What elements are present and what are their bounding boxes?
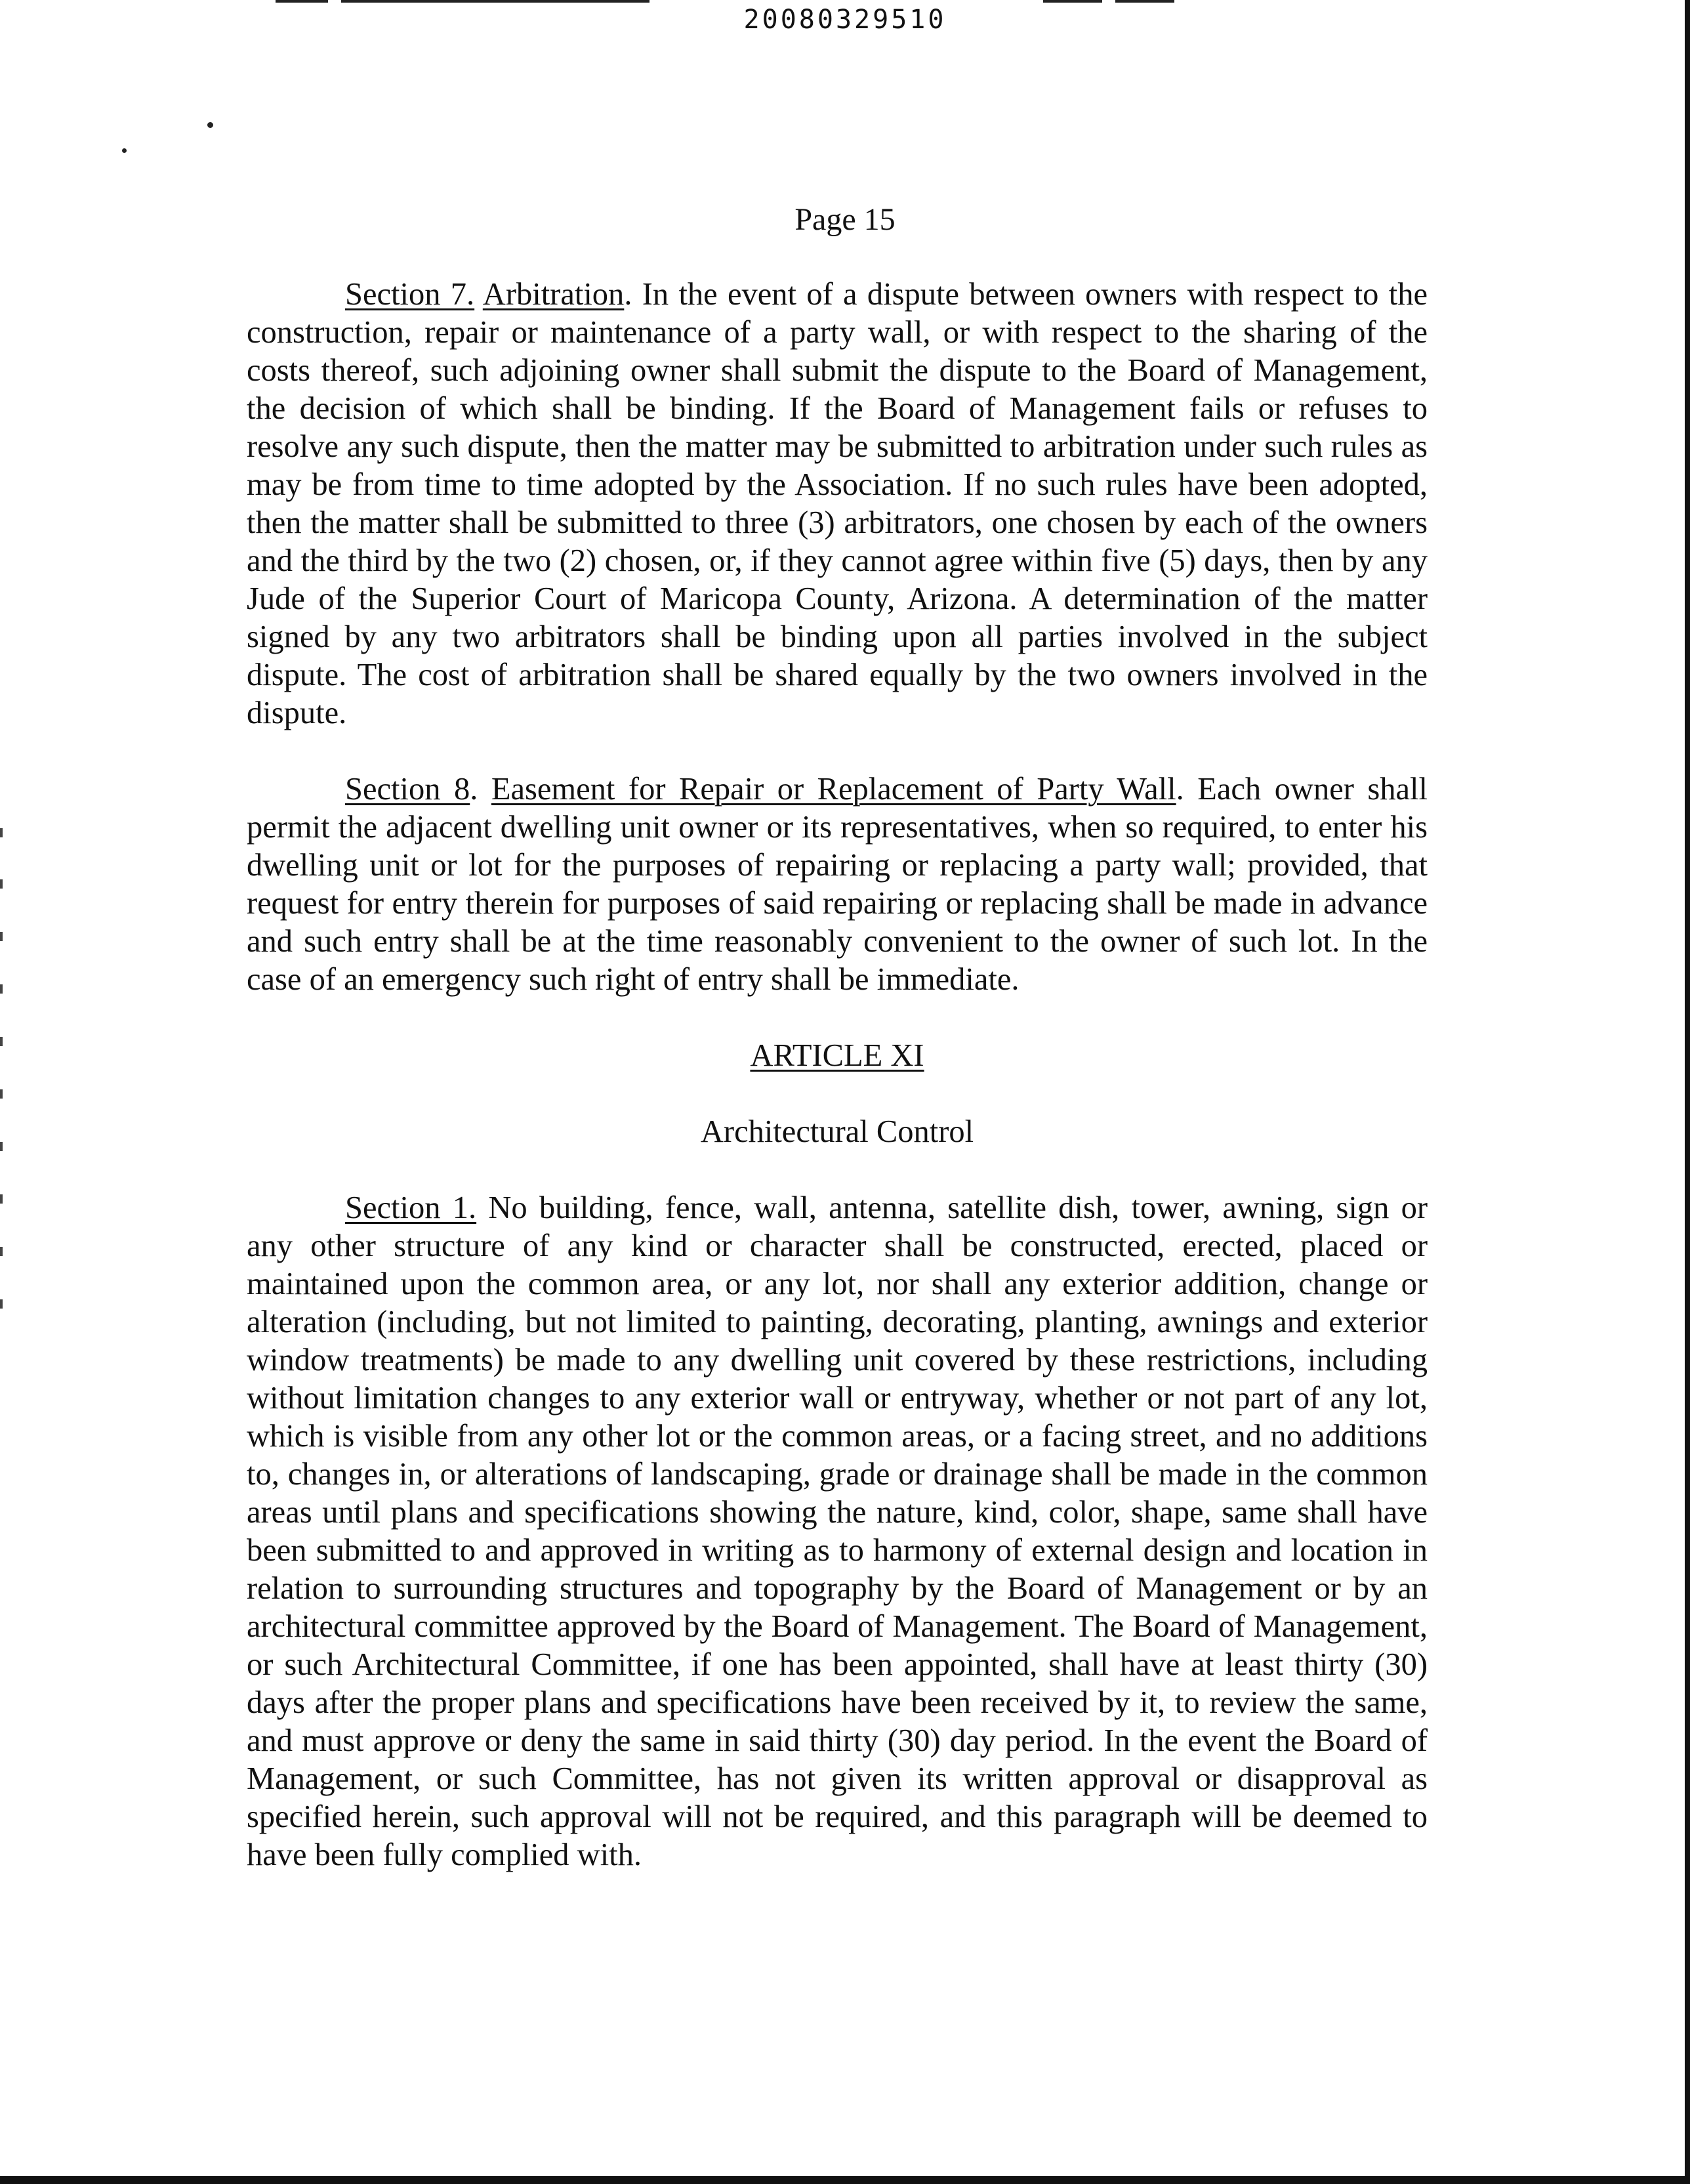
page-number: Page 15: [794, 202, 896, 237]
left-margin-tick: [0, 1089, 3, 1099]
scan-edge: [1685, 0, 1690, 2184]
scan-speck: [207, 122, 213, 128]
section-8-text: . Each owner shall permit the adjacent dwelling unit owner or its representatives, when so required, to enter his dwelling unit or lot for the purposes of repairing or replacing a party wall; provided, that request for entry therein for purposes of said repairing or replacing shall be made in advance and such entry shall be at the time reasonably convenient to the owner of such lot. In the case of an emergency such right of entry shall be immediate.: [247, 772, 1428, 997]
section-1-paragraph: [247, 1189, 1428, 1874]
section-1-heading: Section 1.: [345, 1190, 477, 1225]
left-margin-tick: [0, 1194, 3, 1204]
article-heading-line: [247, 1037, 1428, 1075]
section-7-title: Arbitration: [482, 277, 625, 312]
left-margin-tick: [0, 1037, 3, 1046]
article-subheading: Architectural Control: [700, 1114, 974, 1149]
section-8-heading: Section 8: [345, 772, 470, 807]
left-margin-tick: [0, 1247, 3, 1256]
section-8-separator: .: [470, 772, 478, 807]
article-heading: ARTICLE XI: [750, 1038, 924, 1073]
scan-speck: [122, 148, 127, 153]
left-margin-tick: [0, 1299, 3, 1309]
left-margin-tick: [0, 879, 3, 889]
left-margin-tick: [0, 1142, 3, 1151]
left-margin-tick: [0, 828, 3, 837]
section-7-heading: Section 7.: [345, 277, 475, 312]
document-number: 20080329510: [743, 5, 947, 35]
section-1-text: No building, fence, wall, antenna, satellite dish, tower, awning, sign or any other structure of any kind or character shall be constructed, erected, placed or maintained upon the common area, or any lot, nor shall any exterior addition, change or alteration (including, but not limited to painting, decorating, planting, awnings and exterior window treatments) be made to any dwelling unit covered by these restrictions, including without limitation changes to any exterior wall or entryway, whether or not part of any lot, which is visible from any other lot or the common areas, or a facing street, and no additions to, changes in, or alterations of landscaping, grade or drainage shall be made in the common areas until plans and specifications showing the nature, kind, color, shape, same shall have been submitted to and approved in writing as to harmony of external design and location in relation to surrounding structures and topography by the Board of Management or by an architectural committee approved by the Board of Management. The Board of Management, or such Architectural Committee, if one has been appointed, shall have at least thirty (30) days after the proper plans and specifications have been received by it, to review the same, and must approve or deny the same in said thirty (30) day period. In the event the Board of Management, or such Committee, has not given its written approval or disapproval as specified herein, such approval will not be required, and this paragraph will be deemed to have been fully complied with.: [247, 1190, 1428, 1872]
section-7-text: . In the event of a dispute between owners with respect to the construction, repair or maintenance of a party wall, or with respect to the sharing of the costs thereof, such adjoining owner shall submit the dispute to the Board of Management, the decision of which shall be binding. If the Board of Management fails or refuses to resolve any such dispute, then the matter may be submitted to arbitration under such rules as may be from time to time adopted by the Association. If no such rules have been adopted, then the matter shall be submitted to three (3) arbitrators, one chosen by each of the owners and the third by the two (2) chosen, or, if they cannot agree within five (5) days, then by any Jude of the Superior Court of Maricopa County, Arizona. A determination of the matter signed by any two arbitrators shall be binding upon all parties involved in the subject dispute. The cost of arbitration shall be shared equally by the two owners involved in the dispute.: [247, 277, 1428, 730]
section-8-title: Easement for Repair or Replacement of Party Wall: [491, 772, 1176, 807]
section-7-paragraph: [247, 276, 1428, 732]
left-margin-tick: [0, 984, 3, 994]
left-margin-tick: [0, 932, 3, 941]
document-body: [247, 276, 1428, 1874]
scan-bottom-edge: [0, 2176, 1690, 2184]
section-8-paragraph: [247, 770, 1428, 999]
